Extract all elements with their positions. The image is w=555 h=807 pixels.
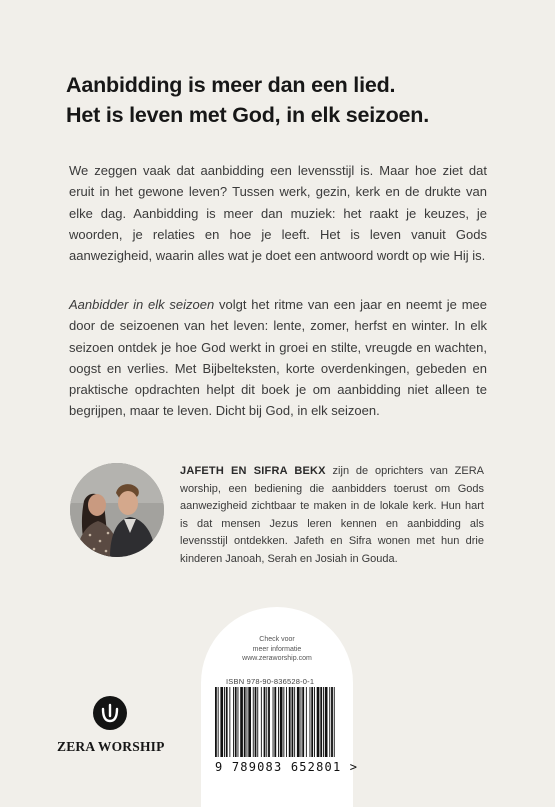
barcode-bar bbox=[331, 687, 333, 757]
info-line-1: Check voor bbox=[259, 636, 295, 643]
barcode-digits: 9 789083 652801 > bbox=[215, 760, 359, 774]
barcode-bar bbox=[311, 687, 313, 757]
book-title-italic: Aanbidder in elk seizoen bbox=[69, 297, 215, 312]
barcode-bar bbox=[255, 687, 257, 757]
barcode-bar bbox=[297, 687, 300, 757]
barcode-bar bbox=[215, 687, 217, 757]
barcode-bar bbox=[334, 687, 335, 757]
barcode-bar bbox=[253, 687, 254, 757]
barcode-bar bbox=[323, 687, 324, 757]
barcode-bar bbox=[274, 687, 276, 757]
barcode-bar bbox=[310, 687, 311, 757]
author-bio-text: zijn de oprichters van ZERA worship, een bediening die aanbidders toerust om Gods aanwezigheid zichtbaar te maken in de lokale kerk. Hun hart is dat mensen Jezus leren kennen en aanbidding als levensstijl ontdekken. Jafeth en Sifra wonen met hun drie kinderen Janoah, Serah en Josiah in Gouda. bbox=[180, 465, 484, 565]
barcode-bar bbox=[248, 687, 251, 757]
barcode-bar bbox=[226, 687, 228, 757]
barcode-bar bbox=[240, 687, 243, 757]
author-photo bbox=[70, 463, 164, 557]
author-bio bbox=[180, 463, 484, 569]
barcode-bar bbox=[261, 687, 262, 757]
barcode-bar bbox=[302, 687, 304, 757]
barcode-bar bbox=[257, 687, 258, 757]
isbn-label: ISBN 978-90-836528-0-1 bbox=[226, 677, 315, 686]
description-text: volgt het ritme van een jaar en neemt je mee door de seizoenen van het leven: lente, zomer, herfst en winter. In elk seizoen ontdek je hoe God werkt in groei en stilte, vreugde en wachten, oogst en verlies. Met Bijbelteksten, korte overdenkingen, gebeden en praktische opdrachten helpt dit boek je om aanbidding niet alleen te begrijpen, maar te leven. Dicht bij God, in elk seizoen. bbox=[69, 297, 487, 419]
barcode-bar bbox=[294, 687, 295, 757]
barcode-bar bbox=[306, 687, 307, 757]
info-text bbox=[201, 635, 353, 664]
zera-logo-icon bbox=[92, 695, 128, 731]
barcode-bar bbox=[218, 687, 219, 757]
headline bbox=[66, 70, 506, 130]
barcode-bar bbox=[264, 687, 266, 757]
author-photo-illustration bbox=[70, 463, 164, 557]
barcode bbox=[213, 687, 339, 761]
barcode-bar bbox=[314, 687, 315, 757]
barcode-bar bbox=[247, 687, 248, 757]
intro-paragraph: We zeggen vaak dat aanbidding een levensstijl is. Maar hoe ziet dat eruit in het gewone leven? Tussen werk, gezin, kerk en de drukte van elke dag. Aanbidding is meer dan muziek: het raakt je keuzes, je woorden, je relaties en hoe je leeft. Het is leven vanuit Gods aanwezigheid, waarin alles wat je doet een antwoord wordt op wie Hij is. bbox=[69, 163, 487, 264]
headline-line-1: Aanbidding is meer dan een lied. bbox=[66, 73, 396, 97]
barcode-bar bbox=[235, 687, 237, 757]
barcode-bar bbox=[220, 687, 223, 757]
barcode-bar bbox=[273, 687, 274, 757]
barcode-bar bbox=[301, 687, 302, 757]
description-paragraph bbox=[69, 294, 487, 422]
barcode-bar bbox=[320, 687, 322, 757]
info-url: www.zeraworship.com bbox=[242, 655, 312, 662]
info-line-2: meer informatie bbox=[252, 645, 302, 653]
barcode-panel bbox=[201, 607, 359, 807]
barcode-bar bbox=[278, 687, 279, 757]
barcode-bar bbox=[289, 687, 291, 757]
barcode-bar bbox=[280, 687, 283, 757]
barcode-bar bbox=[229, 687, 230, 757]
barcode-bar bbox=[317, 687, 320, 757]
barcode-bar bbox=[325, 687, 328, 757]
barcode-bar bbox=[233, 687, 234, 757]
headline-line-2: Het is leven met God, in elk seizoen. bbox=[66, 103, 429, 127]
author-names: JAFETH EN SIFRA BEKX bbox=[180, 465, 326, 477]
barcode-bar bbox=[286, 687, 287, 757]
publisher-name: ZERA WORSHIP bbox=[57, 739, 165, 754]
barcode-bar bbox=[329, 687, 330, 757]
barcode-bar bbox=[292, 687, 294, 757]
barcode-bar bbox=[244, 687, 246, 757]
barcode-bar bbox=[224, 687, 225, 757]
barcode-bar bbox=[238, 687, 239, 757]
barcode-bar bbox=[283, 687, 284, 757]
barcode-bar bbox=[268, 687, 270, 757]
barcode-bar bbox=[266, 687, 267, 757]
